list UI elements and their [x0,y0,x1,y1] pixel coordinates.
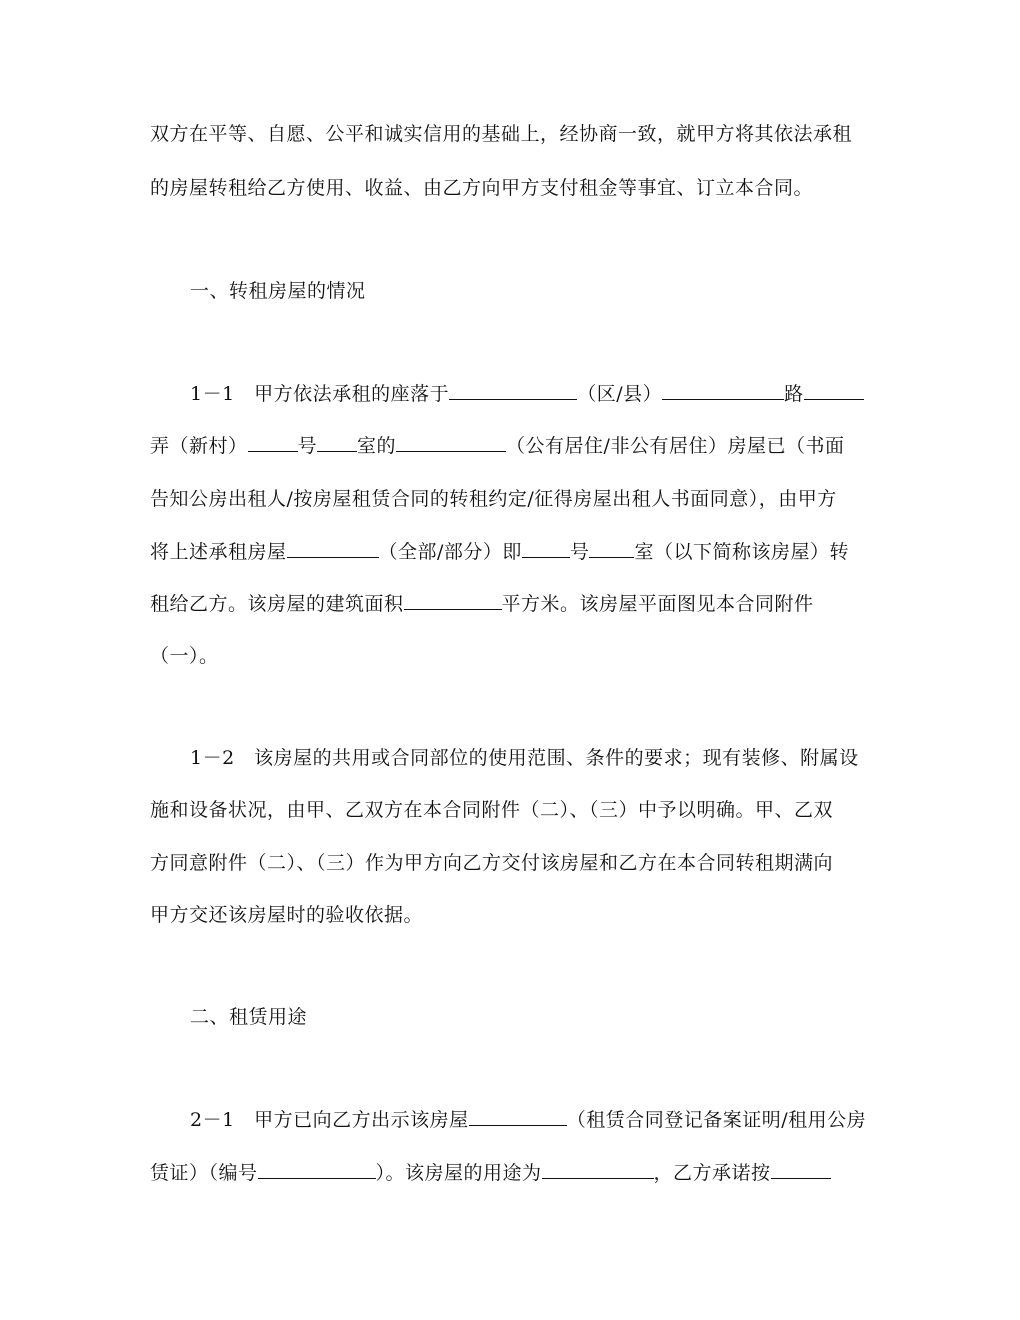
fill-blank[interactable] [396,433,506,452]
clause-1-1-line: （一）。 [150,645,219,667]
fill-blank[interactable] [469,1107,567,1126]
section-heading-2: 二、租赁用途 [190,1006,308,1028]
fill-blank[interactable] [522,539,570,558]
fill-blank[interactable] [771,1160,831,1179]
clause-1-2-line: 施和设备状况，由甲、乙双方在本合同附件（二）、（三）中予以明确。甲、乙双 [150,799,834,821]
clause-1-2-line: 甲方交还该房屋时的验收依据。 [150,904,424,926]
fill-blank[interactable] [804,381,864,400]
paragraph-line: 的房屋转租给乙方使用、收益、由乙方向甲方支付租金等事宜、订立本合同。 [150,177,814,199]
clause-1-2-line: 方同意附件（二）、（三）作为甲方向乙方交付该房屋和乙方在本合同转租期满向 [150,852,834,874]
fill-blank[interactable] [542,1160,654,1179]
paragraph-line: 双方在平等、自愿、公平和诚实信用的基础上，经协商一致，就甲方将其依法承租 [150,123,853,145]
fill-blank[interactable] [404,591,502,610]
clause-2-1-line: 赁证）（编号 ）。该房屋的用途为 ，乙方承诺按 [150,1160,880,1186]
clause-1-1-line: 租给乙方。该房屋的建筑面积 平方米。该房屋平面图见本合同附件 [150,593,814,615]
clause-1-1-line: 弄（新村） 号 室的 （公有居住/非公有居住）房屋已（书面 [150,435,845,457]
fill-blank[interactable] [287,539,379,558]
fill-blank[interactable] [258,1160,376,1179]
section-heading-1: 一、转租房屋的情况 [190,280,366,302]
fill-blank[interactable] [248,433,298,452]
fill-blank[interactable] [317,433,357,452]
fill-blank[interactable] [662,381,784,400]
clause-1-1-line: 将上述承租房屋 （全部/部分）即 号 室（以下简称该房屋）转 [150,541,849,563]
clause-1-1-line: 1－1 甲方依法承租的座落于 （区/县） 路 [190,381,880,407]
clause-1-1-line: 告知公房出租人/按房屋租赁合同的转租约定/征得房屋出租人书面同意），由甲方 [150,488,837,510]
clause-2-1-line: 2－1 甲方已向乙方出示该房屋 （租赁合同登记备案证明/租用公房 [190,1109,867,1131]
fill-blank[interactable] [589,539,634,558]
clause-1-2-line: 1－2 该房屋的共用或合同部位的使用范围、条件的要求；现有装修、附属设 [190,747,859,769]
fill-blank[interactable] [449,381,577,400]
